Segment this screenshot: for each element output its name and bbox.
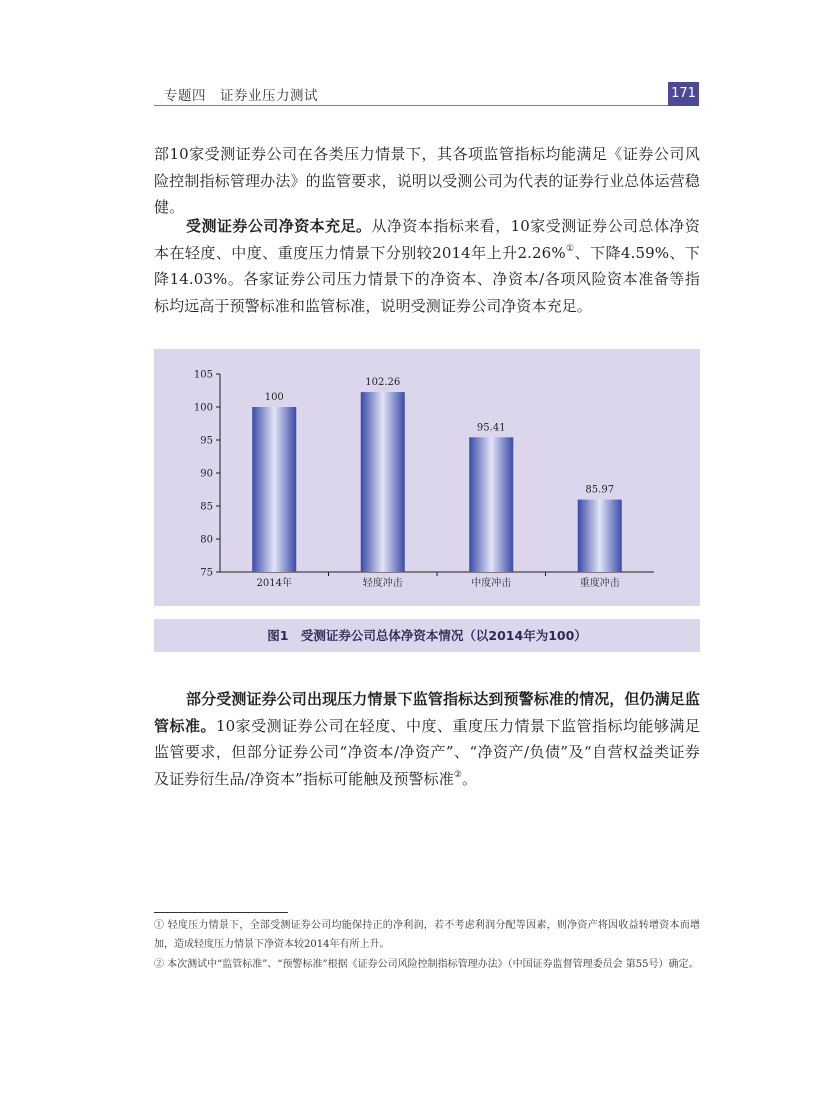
paragraph-2-lead: 受测证券公司净资本充足。 — [186, 217, 372, 235]
paragraph-3-text-b: 。 — [462, 769, 478, 788]
x-category-label: 重度冲击 — [579, 578, 620, 589]
page-number: 171 — [668, 82, 699, 106]
y-tick-label: 100 — [193, 402, 213, 414]
footnote-2: ② 本次测试中“监管标准”、“预警标准”根据《证券公司风险控制指标管理办法》（中国证券监督管理委员会 第55号）确定。 — [154, 959, 699, 970]
bar-value-label: 95.41 — [476, 422, 506, 434]
bar-chart — [154, 349, 700, 606]
x-category-label: 中度冲击 — [471, 578, 512, 589]
paragraph-3 — [154, 686, 700, 792]
bar-value-label: 85.97 — [585, 484, 615, 496]
bar-value-label: 102.26 — [365, 377, 401, 389]
footnote-rule — [154, 912, 288, 913]
paragraph-2-text-a: 从净资本指标来看，10家受测证券公司总体净资本在轻度、中度、重度压力情景下分别较2014年上升2.26% — [154, 217, 700, 262]
x-category-label: 2014年 — [256, 578, 292, 589]
footnote-1: ① 轻度压力情景下，全部受测证券公司均能保持正的净利润，若不考虑利润分配等因素，则净资产将因收益转增资本而增加，造成轻度压力情景下净资本较2014年有所上升。 — [154, 920, 700, 950]
running-header — [154, 82, 699, 106]
x-category-label: 轻度冲击 — [362, 578, 403, 589]
y-tick-label: 105 — [193, 369, 213, 381]
bar-value-label: 100 — [264, 392, 284, 403]
paragraph-3-lead: 部分受测证券公司出现压力情景下监管指标达到预警标准的情况，但仍满足监管标准。 — [154, 690, 700, 735]
footnote-ref-1: ① — [565, 243, 575, 254]
figure-caption: 图1 受测证券公司总体净资本情况（以2014年为100） — [154, 619, 700, 652]
y-tick-label: 75 — [200, 567, 213, 579]
y-tick-label: 85 — [200, 501, 213, 513]
header-rule — [154, 105, 699, 106]
footnote-ref-2: ② — [453, 769, 462, 780]
paragraph-3-text-a: 10家受测证券公司在轻度、中度、重度压力情景下监管指标均能够满足监管要求，但部分证券公司“净资本/净资产”、“净资产/负债”及“自营权益类证券及证券衍生品/净资本”指标可能触及预警标准 — [154, 716, 700, 788]
bar — [469, 437, 513, 572]
paragraph-1 — [154, 141, 700, 221]
bar-chart-figure — [154, 349, 700, 606]
y-tick-label: 95 — [200, 435, 213, 447]
y-tick-label: 90 — [200, 468, 213, 480]
paragraph-1-text: 部10家受测证券公司在各类压力情景下，其各项监管指标均能满足《证券公司风险控制指标管理办法》的监管要求，说明以受测公司为代表的证券行业总体运营稳健。 — [154, 145, 700, 216]
paragraph-2-text-b: 、下降4.59%、下降14.03%。各家证券公司压力情景下的净资本、净资本/各项风险资本准备等指标均远高于预警标准和监管标准，说明受测证券公司净资本充足。 — [154, 243, 701, 315]
bar — [361, 392, 405, 572]
bar — [578, 500, 622, 572]
paragraph-2 — [154, 213, 700, 319]
section-title: 专题四 证券业压力测试 — [164, 88, 318, 104]
y-tick-label: 80 — [200, 534, 213, 546]
bar — [252, 407, 296, 572]
